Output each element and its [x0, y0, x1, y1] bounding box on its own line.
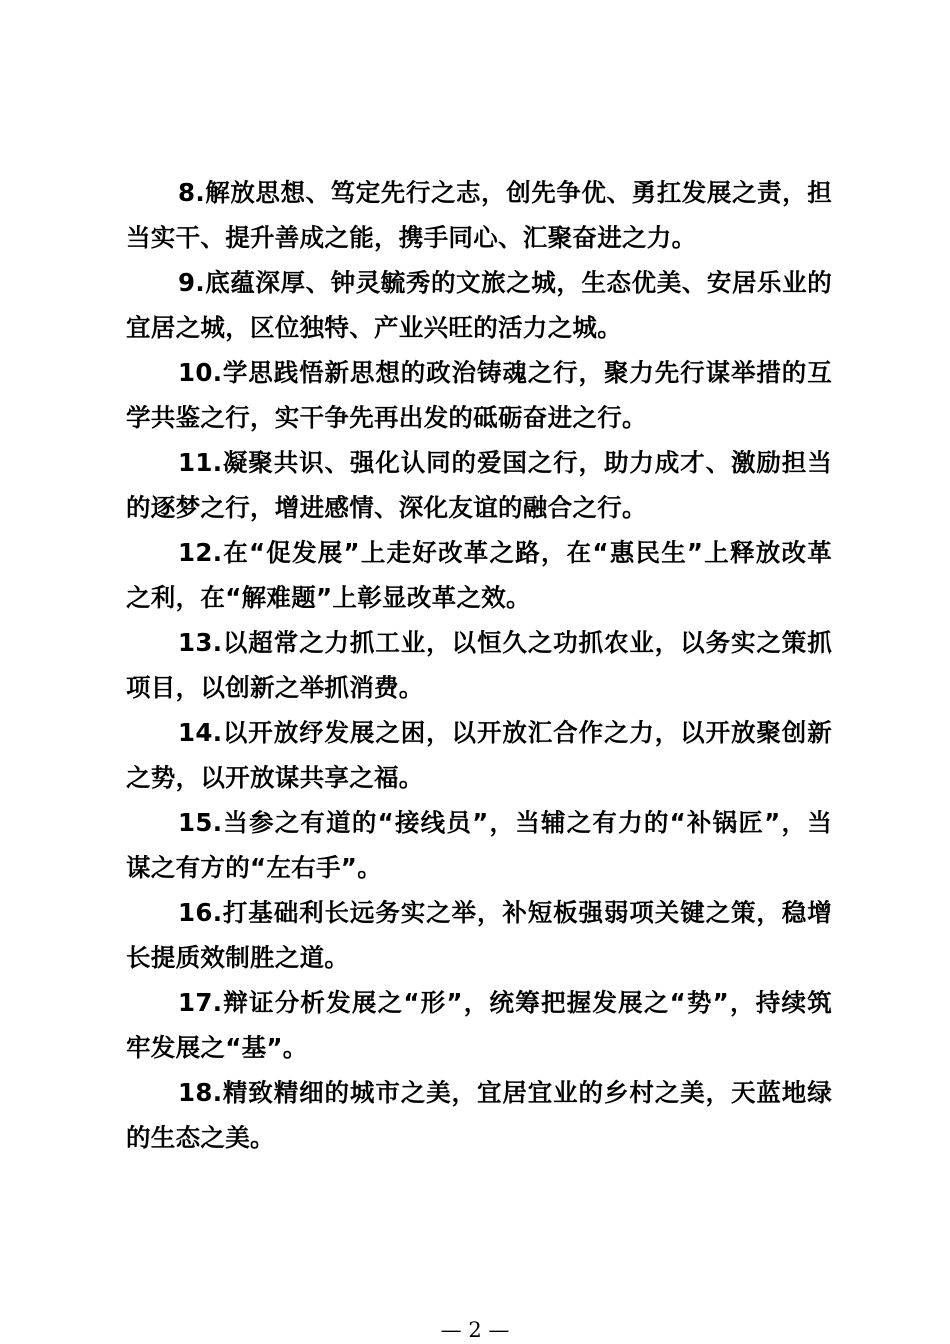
paragraph-16: 16.打基础利长远务实之举，补短板强弱项关键之策，稳增长提质效制胜之道。 [126, 898, 832, 972]
document-body [126, 170, 832, 1160]
paragraph-13: 13.以超常之力抓工业，以恒久之功抓农业，以务实之策抓项目，以创新之举抓消费。 [126, 628, 832, 702]
paragraph-11: 11.凝聚共识、强化认同的爱国之行，助力成才、激励担当的逐梦之行，增进感情、深化友谊的融合之行。 [126, 448, 832, 522]
paragraph-10: 10.学思践悟新思想的政治铸魂之行，聚力先行谋举措的互学共鉴之行，实干争先再出发的砥砺奋进之行。 [126, 358, 832, 432]
paragraph-8: 8.解放思想、笃定先行之志，创先争优、勇扛发展之责，担当实干、提升善成之能，携手同心、汇聚奋进之力。 [126, 178, 832, 252]
paragraph-9: 9.底蕴深厚、钟灵毓秀的文旅之城，生态优美、安居乐业的宜居之城，区位独特、产业兴旺的活力之城。 [126, 268, 832, 342]
page-number: — 2 — [440, 1318, 510, 1342]
paragraph-17: 17.辩证分析发展之“形”，统筹把握发展之“势”，持续筑牢发展之“基”。 [126, 988, 832, 1062]
paragraph-12: 12.在“促发展”上走好改革之路，在“惠民生”上释放改革之利，在“解难题”上彰显改革之效。 [126, 538, 832, 612]
paragraph-18: 18.精致精细的城市之美，宜居宜业的乡村之美，天蓝地绿的生态之美。 [126, 1078, 832, 1152]
paragraph-14: 14.以开放纾发展之困，以开放汇合作之力，以开放聚创新之势，以开放谋共享之福。 [126, 718, 832, 792]
paragraph-15: 15.当参之有道的“接线员”，当辅之有力的“补锅匠”，当谋之有方的“左右手”。 [126, 808, 832, 882]
